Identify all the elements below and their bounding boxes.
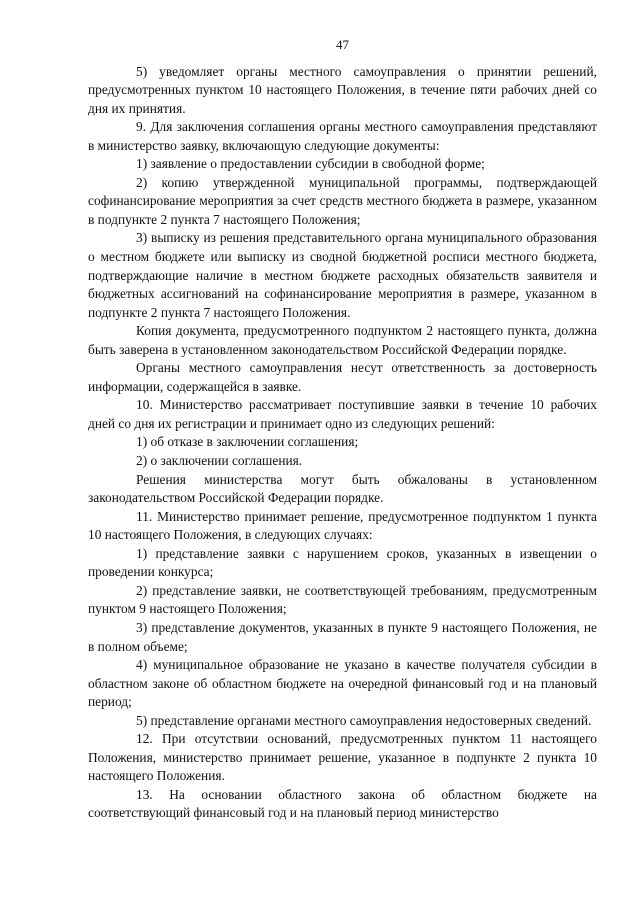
paragraph: 3) выписку из решения представительного органа муниципального образования о местном бюджете или выписку из сводной бюджетной росписи местного бюджета, подтверждающие наличие в местном бюджете расходных обязательств заявителя и бюджетных ассигнований на софинансирование мероприятия в размере, указанном в подпункте 2 пункта 7 настоящего Положения. xyxy=(88,230,597,320)
paragraph: 13. На основании областного закона об областном бюджете на соответствующий финансовый год и на плановый период министерство xyxy=(88,786,597,821)
paragraph: 10. Министерство рассматривает поступившие заявки в течение 10 рабочих дней со дня их регистрации и принимает одно из следующих решений: xyxy=(88,397,597,431)
paragraph: 5) представление органами местного самоуправления недостоверных сведений. xyxy=(136,712,592,728)
paragraph: Решения министерства могут быть обжалованы в установленном законодательством Российской Федерации порядке. xyxy=(88,471,597,506)
paragraph: 2) копию утвержденной муниципальной программы, подтверждающей софинансирование мероприятия за счет средств местного бюджета в размере, указанном в подпункте 2 пункта 7 настоящего Положения; xyxy=(88,174,597,227)
paragraph: 1) заявление о предоставлении субсидии в свободной форме; xyxy=(136,156,485,172)
paragraph: 2) представление заявки, не соответствующей требованиям, предусмотренным пунктом 9 настоящего Положения; xyxy=(88,582,597,617)
document-body xyxy=(88,63,597,823)
paragraph: 3) представление документов, указанных в пункте 9 настоящего Положения, не в полном объеме; xyxy=(88,619,597,654)
paragraph: Копия документа, предусмотренного подпунктом 2 настоящего пункта, должна быть заверена в установленном законодательством Российской Федерации порядке. xyxy=(88,323,597,357)
paragraph: 12. При отсутствии оснований, предусмотренных пунктом 11 настоящего Положения, министерство принимает решение, указанное в подпункте 2 пункта 10 настоящего Положения. xyxy=(88,731,597,784)
page-number: 47 xyxy=(336,37,349,52)
paragraph: 9. Для заключения соглашения органы местного самоуправления представляют в министерство заявку, включающую следующие документы: xyxy=(88,119,597,153)
paragraph: Органы местного самоуправления несут ответственность за достоверность информации, содержащейся в заявке. xyxy=(88,360,597,394)
paragraph: 4) муниципальное образование не указано в качестве получателя субсидии в областном законе об областном бюджете на очередной финансовый год и на плановый период; xyxy=(88,657,597,710)
document-page xyxy=(88,36,597,823)
paragraph: 5) уведомляет органы местного самоуправления о принятии решений, предусмотренных пунктом 10 настоящего Положения, в течение пяти рабочих дней со дня их принятия. xyxy=(88,63,597,116)
paragraph: 1) об отказе в заключении соглашения; xyxy=(136,434,359,450)
paragraph: 2) о заключении соглашения. xyxy=(136,453,303,469)
paragraph: 11. Министерство принимает решение, предусмотренное подпунктом 1 пункта 10 настоящего Положения, в следующих случаях: xyxy=(88,508,597,543)
paragraph: 1) представление заявки с нарушением сроков, указанных в извещении о проведении конкурса; xyxy=(88,545,597,580)
